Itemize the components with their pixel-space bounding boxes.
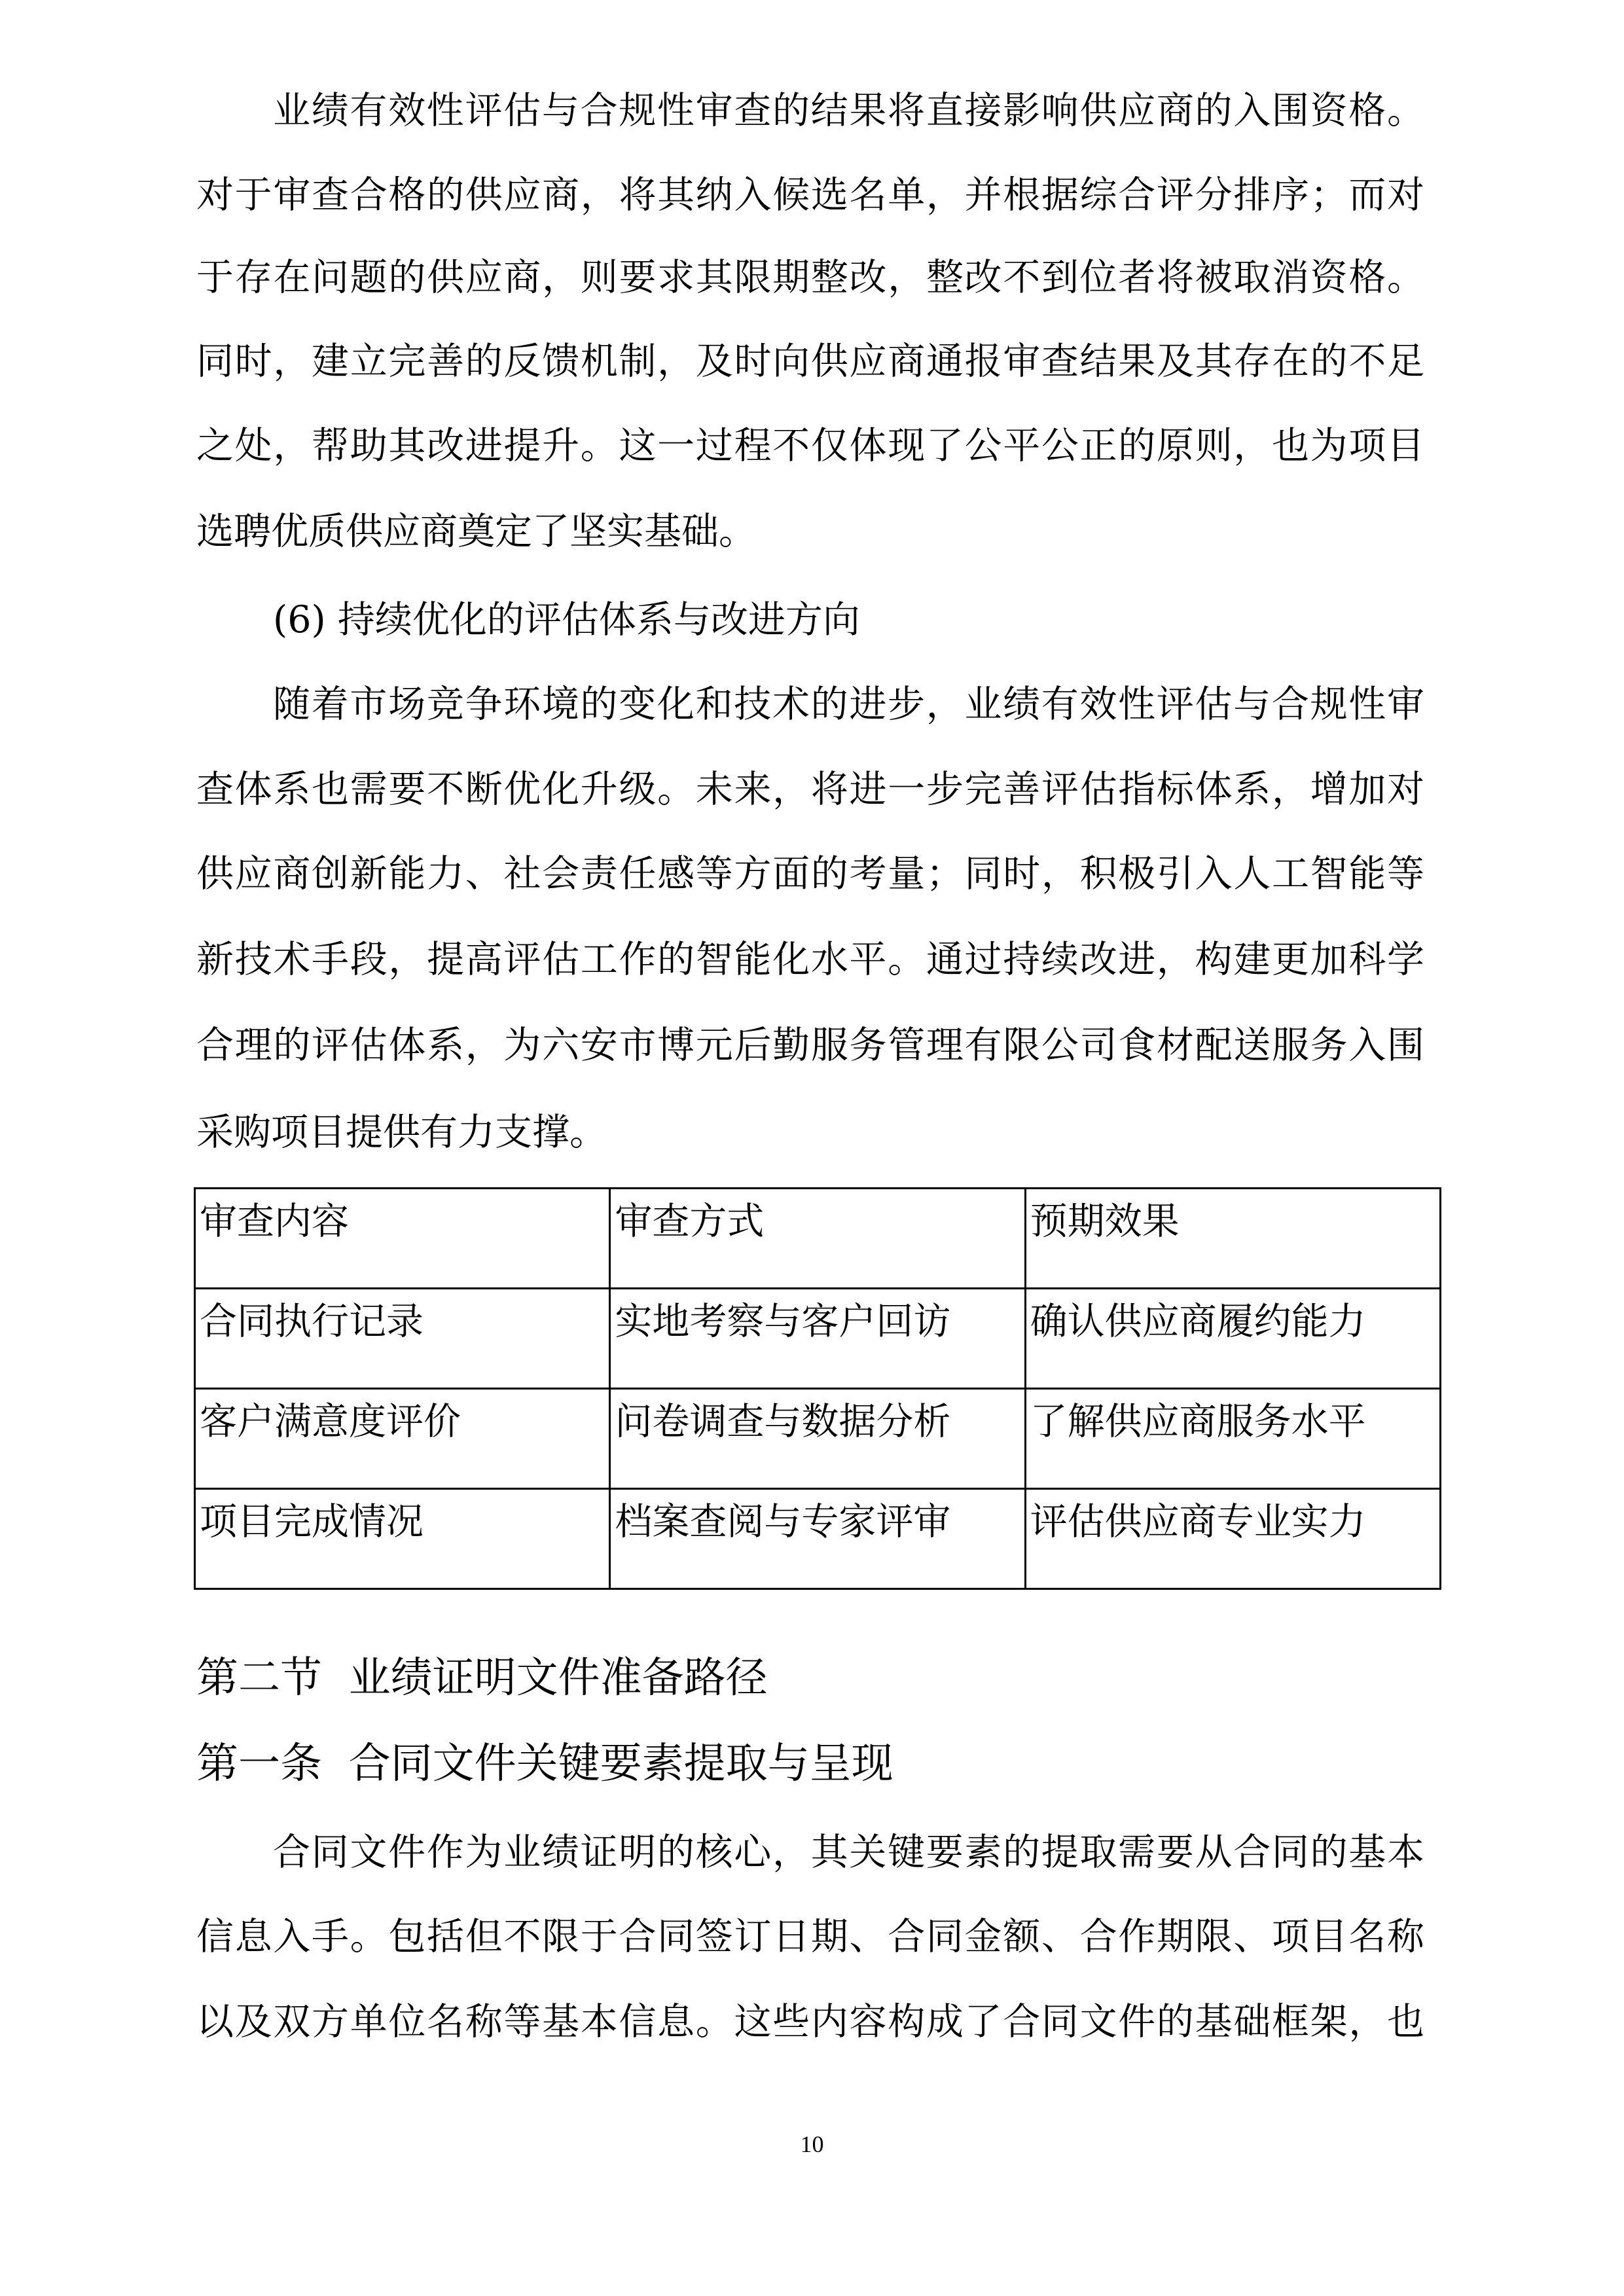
table-row <box>195 1289 1441 1389</box>
table-header-row <box>195 1189 1441 1289</box>
paragraph-line: 供应商创新能力、社会责任感等方面的考量；同时，积极引入人工智能等 <box>196 852 1424 895</box>
paragraph-line: 同时，建立完善的反馈机制，及时向供应商通报审查结果及其存在的不足 <box>196 340 1424 383</box>
article-heading: 第一条 合同文件关键要素提取与呈现 <box>196 1740 893 1788</box>
paragraph-line: 新技术手段，提高评估工作的智能化水平。通过持续改进，构建更加科学 <box>196 938 1424 981</box>
paragraph-line: 于存在问题的供应商，则要求其限期整改，整改不到位者将被取消资格。 <box>196 256 1424 299</box>
table-cell: 了解供应商服务水平 <box>1025 1389 1440 1489</box>
paragraph-line: 随着市场竞争环境的变化和技术的进步，业绩有效性评估与合规性审 <box>273 683 1424 726</box>
paragraph-line: 采购项目提供有力支撑。 <box>196 1111 607 1154</box>
table-row <box>195 1389 1441 1489</box>
subheading: (6) 持续优化的评估体系与改进方向 <box>273 598 860 641</box>
review-table <box>194 1187 1441 1590</box>
page-number: 10 <box>800 2131 824 2157</box>
paragraph-line: 合同文件作为业绩证明的核心，其关键要素的提取需要从合同的基本 <box>273 1831 1424 1874</box>
paragraph-line: 信息入手。包括但不限于合同签订日期、合同金额、合作期限、项目名称 <box>196 1915 1424 1958</box>
table-cell: 确认供应商履约能力 <box>1025 1289 1440 1389</box>
table-cell: 档案查阅与专家评审 <box>610 1489 1025 1589</box>
paragraph-line: 查体系也需要不断优化升级。未来，将进一步完善评估指标体系，增加对 <box>196 768 1424 811</box>
paragraph-line: 选聘优质供应商奠定了坚实基础。 <box>196 510 756 553</box>
table-header-cell: 审查方式 <box>610 1189 1025 1289</box>
paragraph-line: 对于审查合格的供应商，将其纳入候选名单，并根据综合评分排序；而对 <box>196 173 1424 217</box>
table-row <box>195 1489 1441 1589</box>
paragraph-line: 以及双方单位名称等基本信息。这些内容构成了合同文件的基础框架，也 <box>196 2000 1424 2043</box>
table-header-cell: 审查内容 <box>195 1189 610 1289</box>
paragraph-line: 业绩有效性评估与合规性审查的结果将直接影响供应商的入围资格。 <box>273 89 1424 132</box>
section-heading: 第二节 业绩证明文件准备路径 <box>196 1654 768 1702</box>
table-cell: 合同执行记录 <box>195 1289 610 1389</box>
table-cell: 客户满意度评价 <box>195 1389 610 1489</box>
paragraph-line: 合理的评估体系，为六安市博元后勤服务管理有限公司食材配送服务入围 <box>196 1024 1424 1067</box>
paragraph-line: 之处，帮助其改进提升。这一过程不仅体现了公平公正的原则，也为项目 <box>196 424 1424 467</box>
table-cell: 实地考察与客户回访 <box>610 1289 1025 1389</box>
table-cell: 问卷调查与数据分析 <box>610 1389 1025 1489</box>
table-cell: 项目完成情况 <box>195 1489 610 1589</box>
table-header-cell: 预期效果 <box>1025 1189 1440 1289</box>
table-cell: 评估供应商专业实力 <box>1025 1489 1440 1589</box>
